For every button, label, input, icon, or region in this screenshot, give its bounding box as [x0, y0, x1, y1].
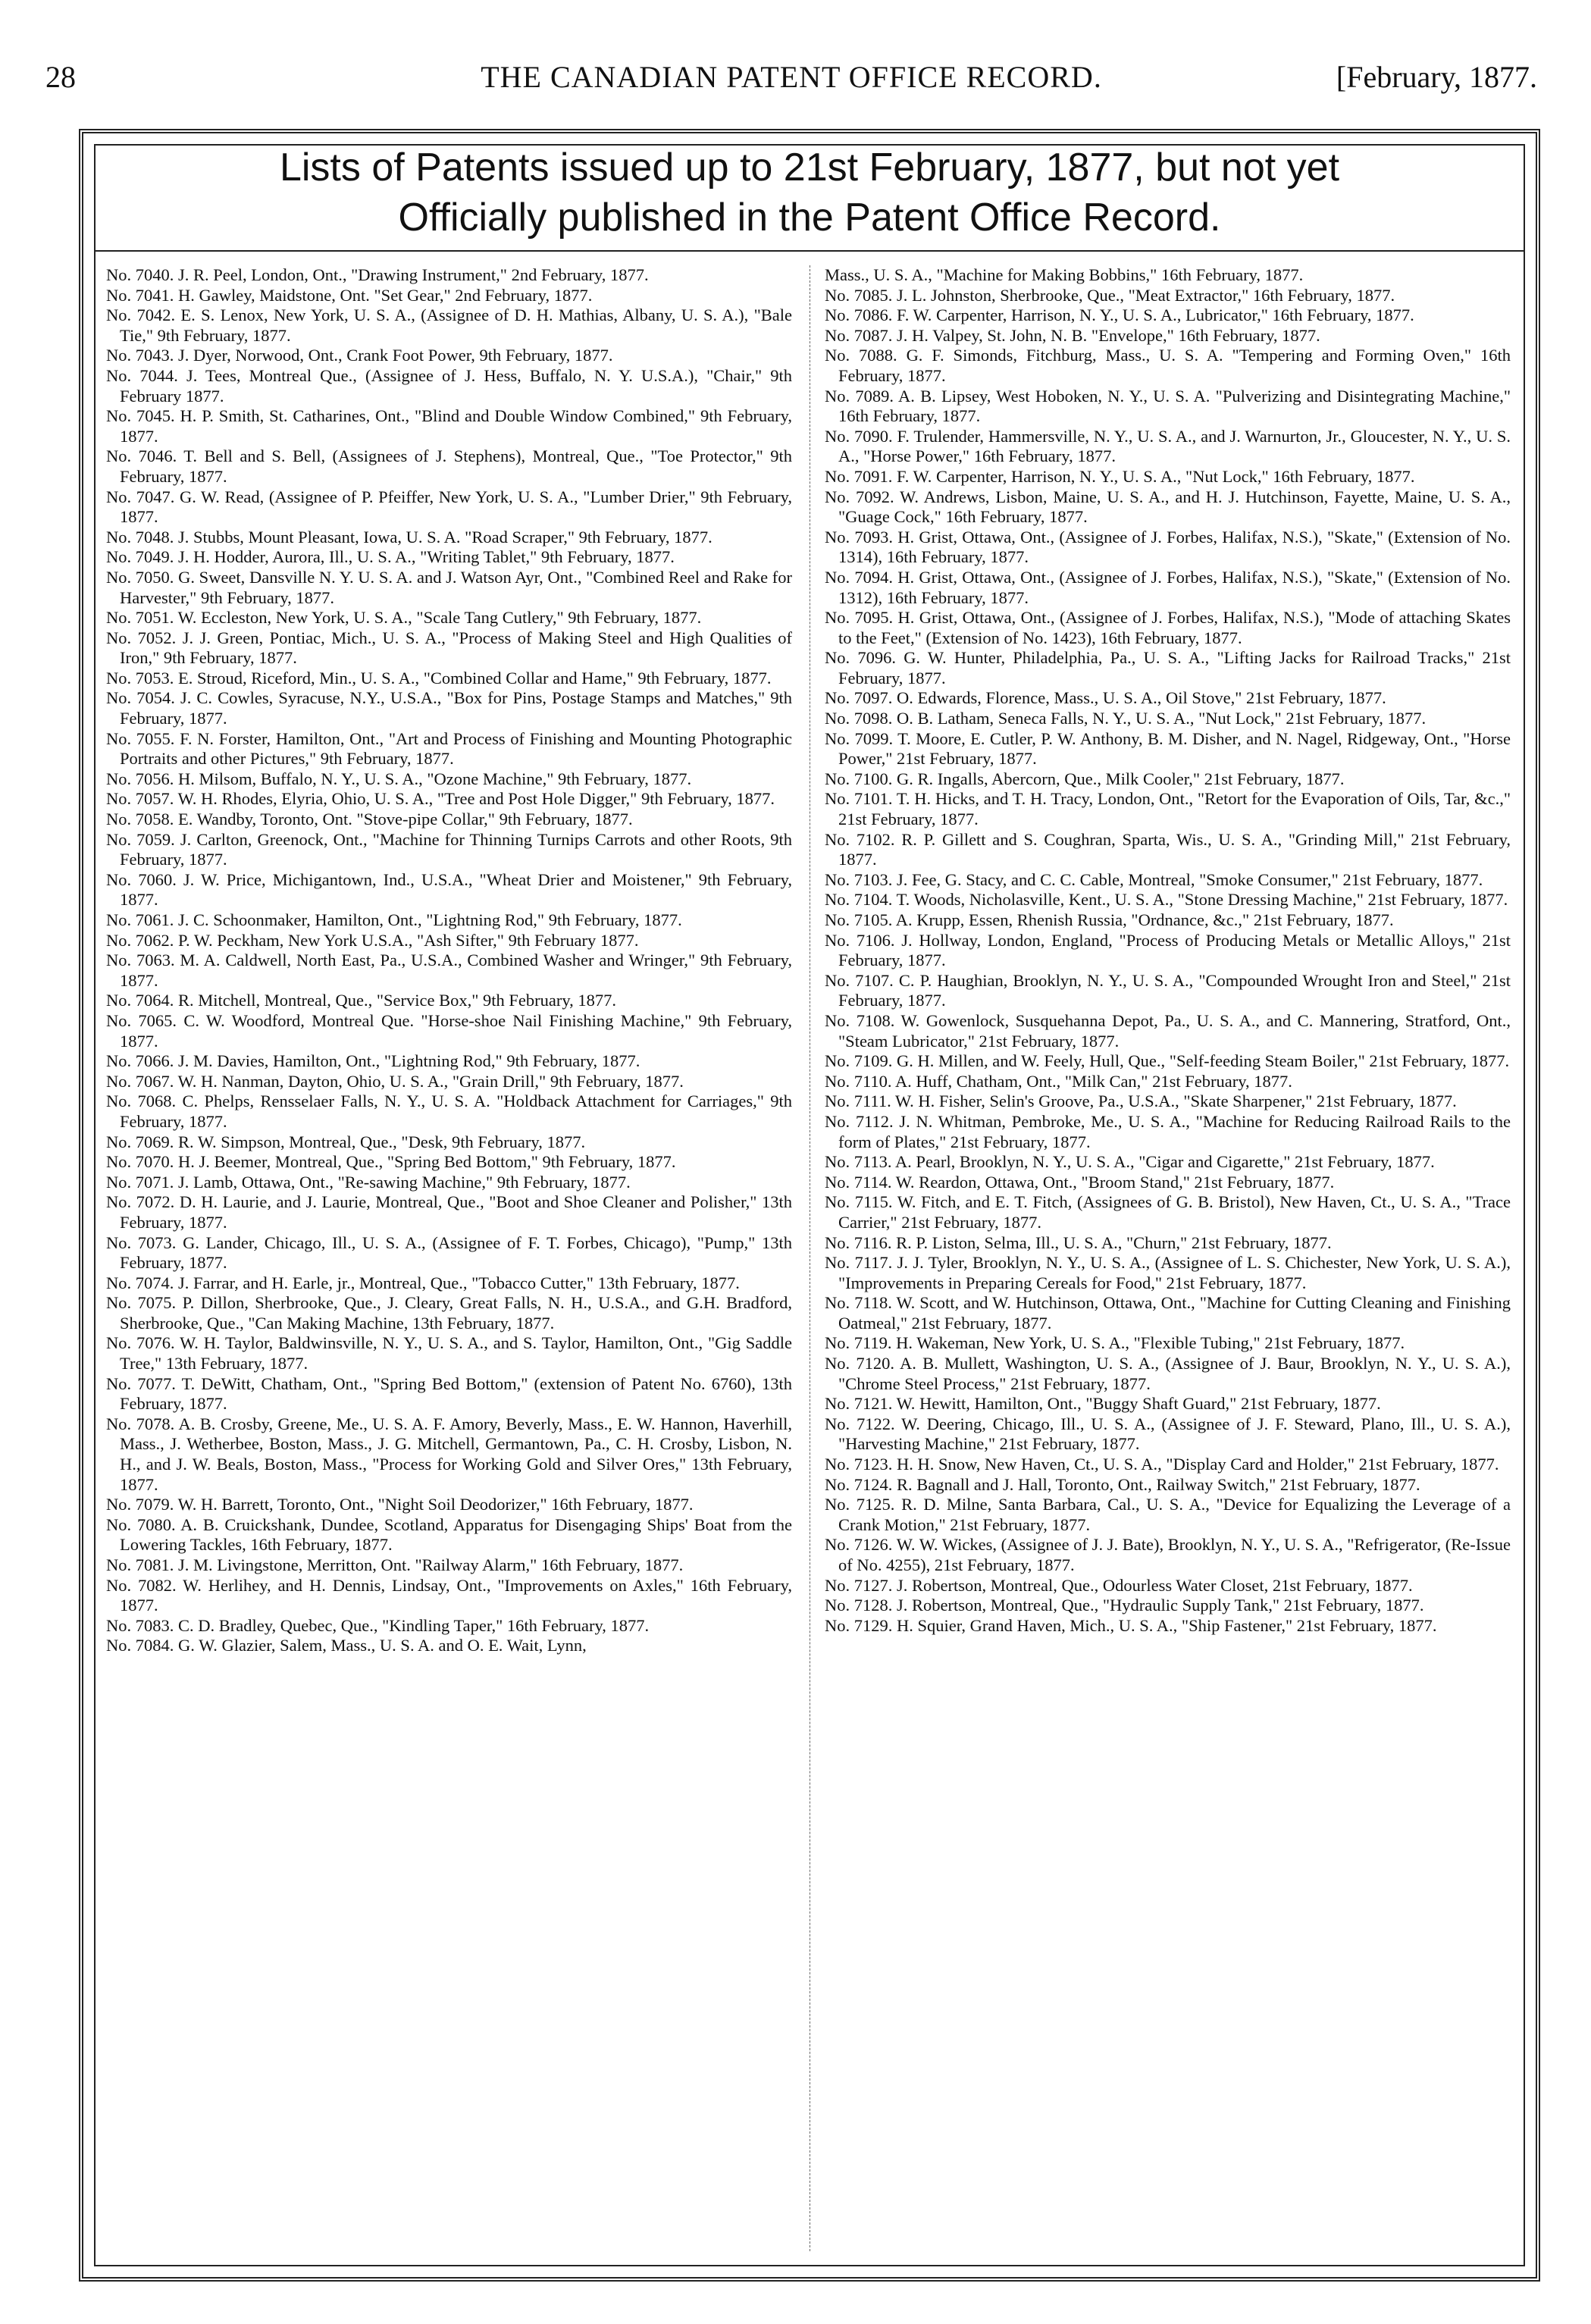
patent-entry [825, 971, 1511, 1011]
patent-description: Mass., U. S. A., "Machine for Making Bobbins," 16th February, 1877. [825, 265, 1304, 284]
page-header [45, 59, 1537, 105]
patent-entry [825, 1092, 1511, 1112]
patent-description: A. B. Lipsey, West Hoboken, N. Y., U. S. A. "Pulverizing and Disintegrating Machine," 16th February, 1877. [838, 386, 1511, 426]
patent-description: J. N. Whitman, Pembroke, Me., U. S. A., "Machine for Reducing Railroad Rails to the form of Plates," 21st February, 1877. [838, 1111, 1511, 1151]
patent-entry [106, 1616, 792, 1637]
patent-number: No. 7066. [106, 1051, 174, 1071]
patent-description: T. DeWitt, Chatham, Ont., "Spring Bed Bottom," (extension of Patent No. 6760), 13th February, 1877. [120, 1373, 792, 1414]
patent-description: W. Andrews, Lisbon, Maine, U. S. A., and H. J. Hutchinson, Fayette, Maine, U. S. A., "Guage Cock," 16th February, 1877. [838, 487, 1511, 527]
patent-entry [106, 810, 792, 830]
patent-description: H. Squier, Grand Haven, Mich., U. S. A., "Ship Fastener," 21st February, 1877. [897, 1615, 1437, 1635]
patent-number: No. 7121. [825, 1394, 893, 1414]
patent-entry [106, 1515, 792, 1555]
patent-description: R. W. Simpson, Montreal, Que., "Desk, 9th February, 1877. [178, 1132, 586, 1151]
patent-entry [825, 387, 1511, 427]
patent-number: No. 7101. [825, 789, 893, 809]
patent-entry [825, 1576, 1511, 1596]
patent-number: No. 7123. [825, 1455, 893, 1474]
patent-entry [825, 568, 1511, 608]
patent-number: No. 7095. [825, 608, 894, 628]
patent-number: No. 7062. [106, 930, 174, 950]
patent-description: W. W. Wickes, (Assignee of J. J. Bate), Brooklyn, N. Y., U. S. A., "Refrigerator, (Re-Issue of No. 4255), 21st February, 1877. [838, 1535, 1511, 1574]
patent-number: No. 7116. [825, 1232, 892, 1252]
patent-number: No. 7119. [825, 1333, 892, 1353]
patent-description: A. Huff, Chatham, Ont., "Milk Can," 21st February, 1877. [894, 1071, 1292, 1091]
patent-number: No. 7047. [106, 487, 175, 506]
patent-number: No. 7128. [825, 1596, 893, 1615]
patent-number: No. 7049. [106, 547, 174, 567]
patent-number: No. 7074. [106, 1273, 174, 1292]
patent-number: No. 7072. [106, 1192, 175, 1212]
patent-entry [825, 265, 1511, 286]
patent-description: W. H. Nanman, Dayton, Ohio, U. S. A., "Grain Drill," 9th February, 1877. [177, 1071, 684, 1091]
patent-description: G. Lander, Chicago, Ill., U. S. A., (Assignee of F. T. Forbes, Chicago), "Pump," 13th February, 1877. [120, 1232, 792, 1273]
patent-number: No. 7061. [106, 910, 174, 929]
patent-number: No. 7097. [825, 688, 893, 708]
patent-number: No. 7127. [825, 1575, 893, 1595]
patent-number: No. 7080. [106, 1514, 176, 1534]
patent-number: No. 7043. [106, 346, 174, 365]
patent-description: P. W. Peckham, New York U.S.A., "Ash Sifter," 9th February 1877. [178, 930, 639, 950]
patent-entry [106, 286, 792, 306]
patent-description: A. Pearl, Brooklyn, N. Y., U. S. A., "Cigar and Cigarette," 21st February, 1877. [894, 1152, 1435, 1172]
patent-entry [825, 326, 1511, 346]
patent-entry [825, 1011, 1511, 1051]
patent-number: No. 7085. [825, 285, 893, 305]
patent-description: O. B. Latham, Seneca Falls, N. Y., U. S. A., "Nut Lock," 21st February, 1877. [897, 709, 1427, 728]
patent-number: No. 7081. [106, 1555, 174, 1574]
patent-entry [825, 1616, 1511, 1637]
patent-description: J. M. Davies, Hamilton, Ont., "Lightning Rod," 9th February, 1877. [178, 1051, 640, 1071]
patent-entry [106, 1192, 792, 1232]
patent-number: No. 7117. [825, 1253, 893, 1273]
patent-number: No. 7104. [825, 890, 893, 910]
patent-number: No. 7118. [825, 1293, 892, 1313]
patent-number: No. 7122. [825, 1414, 895, 1433]
patent-entry [825, 1253, 1511, 1293]
patent-description: J. L. Johnston, Sherbrooke, Que., "Meat Extractor," 16th February, 1877. [897, 285, 1395, 305]
patent-description: M. A. Caldwell, North East, Pa., U.S.A., Combined Washer and Wringer," 9th February, 1877. [120, 951, 792, 990]
patent-description: J. Fee, G. Stacy, and C. C. Cable, Montreal, "Smoke Consumer," 21st February, 1877. [897, 869, 1483, 889]
patent-entry [825, 1173, 1511, 1193]
patent-entry [825, 427, 1511, 467]
patent-description: W. Deering, Chicago, Ill., U. S. A., (Assignee of J. F. Steward, Plano, Ill., U. S. A.), "Harvesting Machine," 21st February, 1877. [838, 1414, 1511, 1454]
patent-entry [106, 528, 792, 548]
patent-entry [825, 1072, 1511, 1092]
patent-number: No. 7098. [825, 709, 893, 728]
patent-number: No. 7055. [106, 728, 175, 748]
patent-number: No. 7054. [106, 688, 175, 708]
patent-description: J. Robertson, Montreal, Que., Odourless Water Closet, 21st February, 1877. [897, 1575, 1413, 1595]
patent-description: J. R. Peel, London, Ont., "Drawing Instrument," 2nd February, 1877. [178, 265, 649, 284]
patent-entry [825, 729, 1511, 769]
patent-entry [106, 910, 792, 931]
patent-number: No. 7093. [825, 527, 893, 547]
patent-number: No. 7115. [825, 1192, 893, 1212]
patent-description: R. D. Milne, Santa Barbara, Cal., U. S. A., "Device for Equalizing the Leverage of a Crank Motion," 21st February, 1877. [838, 1495, 1511, 1534]
patent-number: No. 7129. [825, 1615, 893, 1635]
patent-entry [106, 487, 792, 528]
patent-description: C. D. Bradley, Quebec, Que., "Kindling Taper," 16th February, 1877. [178, 1615, 650, 1635]
patent-number: No. 7051. [106, 608, 174, 628]
patent-entry [106, 1072, 792, 1092]
right-column [825, 265, 1511, 2251]
patent-description: R. P. Gillett and S. Coughran, Sparta, Wis., U. S. A., "Grinding Mill," 21st February, 1877. [838, 829, 1511, 869]
patent-entry [106, 1173, 792, 1193]
patent-description: W. Gowenlock, Susquehanna Depot, Pa., U. S. A., and C. Mannering, Stratford, Ont., "Steam Lubricator," 21st February, 1877. [838, 1010, 1511, 1051]
patent-entry [825, 1152, 1511, 1173]
patent-description: J. C. Schoonmaker, Hamilton, Ont., "Lightning Rod," 9th February, 1877. [178, 910, 682, 929]
patent-description: W. Eccleston, New York, U. S. A., "Scale Tang Cutlery," 9th February, 1877. [177, 608, 702, 628]
patent-description: R. P. Liston, Selma, Ill., U. S. A., "Churn," 21st February, 1877. [896, 1232, 1332, 1252]
patent-entry [825, 1394, 1511, 1414]
patent-description: H. Wakeman, New York, U. S. A., "Flexible Tubing," 21st February, 1877. [896, 1333, 1405, 1353]
patent-number: No. 7114. [825, 1172, 892, 1192]
patent-description: G. R. Ingalls, Abercorn, Que., Milk Cooler," 21st February, 1877. [897, 769, 1345, 788]
patent-number: No. 7059. [106, 829, 175, 849]
patent-entry [825, 528, 1511, 568]
patent-number: No. 7075. [106, 1293, 177, 1313]
patent-entry [825, 769, 1511, 790]
patent-number: No. 7046. [106, 446, 177, 466]
patent-number: No. 7078. [106, 1414, 175, 1433]
patent-description: W. H. Taylor, Baldwinsville, N. Y., U. S. A., and S. Taylor, Hamilton, Ont., "Gig Saddle Tree," 13th February, 1877. [120, 1333, 792, 1373]
patent-description: D. H. Laurie, and J. Laurie, Montreal, Que., "Boot and Shoe Cleaner and Polisher," 13th February, 1877. [120, 1192, 792, 1232]
patent-number: No. 7057. [106, 789, 174, 809]
patent-entry [825, 931, 1511, 971]
patent-entry [106, 547, 792, 568]
patent-entry [825, 1112, 1511, 1152]
patent-description: A. B. Crosby, Greene, Me., U. S. A. F. Amory, Beverly, Mass., E. W. Hannon, Haverhill, Mass., J. Wetherbee, Boston, Mass., J. G. Mitchell, Germantown, Pa., C. H. Crosby, Lisbon, N. H., and J. W. Beals, Boston, Mass., "Process for Working Gold and Silver Ores," 13th February, 1877. [120, 1414, 792, 1494]
patent-description: H. Grist, Ottawa, Ont., (Assignee of J. Forbes, Halifax, N.S.), "Skate," (Extension of No. 1312), 16th February, 1877. [838, 567, 1511, 607]
patent-entry [825, 830, 1511, 870]
patent-description: E. Wandby, Toronto, Ont. "Stove-pipe Collar," 9th February, 1877. [178, 810, 633, 829]
patent-number: No. 7069. [106, 1132, 174, 1151]
patent-entry [106, 1414, 792, 1495]
patent-description: F. W. Carpenter, Harrison, N. Y., U. S. A., "Nut Lock," 16th February, 1877. [897, 466, 1415, 486]
patent-description: W. Reardon, Ottawa, Ont., "Broom Stand," 21st February, 1877. [895, 1172, 1335, 1192]
patent-number: No. 7110. [825, 1071, 892, 1091]
patent-description: W. H. Rhodes, Elyria, Ohio, U. S. A., "Tree and Post Hole Digger," 9th February, 1877. [177, 789, 775, 809]
patent-number: No. 7094. [825, 567, 893, 587]
patent-entry [106, 669, 792, 689]
patent-entry [825, 1535, 1511, 1575]
patent-entry [106, 1011, 792, 1051]
patent-number: No. 7090. [825, 426, 893, 446]
patent-entry [825, 890, 1511, 910]
patent-description: J. C. Cowles, Syracuse, N.Y., U.S.A., "Box for Pins, Postage Stamps and Matches," 9th February, 1877. [120, 688, 792, 728]
patent-description: T. Bell and S. Bell, (Assignees of J. Stephens), Montreal, Que., "Toe Protector," 9th February, 1877. [120, 446, 792, 486]
patent-description: J. J. Tyler, Brooklyn, N. Y., U. S. A., (Assignee of L. S. Chichester, New York, U. S. A.), "Improvements in Preparing Cereals for Food," 21st February, 1877. [838, 1253, 1511, 1292]
patent-number: No. 7050. [106, 567, 174, 587]
patent-description: F. N. Forster, Hamilton, Ont., "Art and Process of Finishing and Mounting Photographic Portraits and other Pictures," 9th February, 1877. [120, 728, 792, 769]
patent-number: No. 7092. [825, 487, 894, 506]
patent-number: No. 7058. [106, 810, 174, 829]
patent-description: R. Bagnall and J. Hall, Toronto, Ont., Railway Switch," 21st February, 1877. [897, 1474, 1420, 1494]
patent-entry [825, 648, 1511, 688]
patent-entry [106, 931, 792, 951]
patent-number: No. 7056. [106, 769, 174, 788]
patent-description: P. Dillon, Sherbrooke, Que., J. Cleary, Great Falls, N. H., U.S.A., and G.H. Bradford, Sherbrooke, Que., "Can Making Machine, 13th February, 1877. [120, 1293, 792, 1333]
patent-description: J. W. Price, Michigantown, Ind., U.S.A., "Wheat Drier and Moistener," 9th February, 1877. [120, 869, 792, 910]
patent-entry [825, 487, 1511, 528]
patent-entry [106, 568, 792, 608]
patent-description: H. Milsom, Buffalo, N. Y., U. S. A., "Ozone Machine," 9th February, 1877. [178, 769, 692, 788]
patent-entry [106, 305, 792, 346]
patent-entry [106, 830, 792, 870]
patent-description: G. F. Simonds, Fitchburg, Mass., U. S. A. "Tempering and Forming Oven," 16th February, 1877. [838, 346, 1511, 385]
patent-description: H. H. Snow, New Haven, Ct., U. S. A., "Display Card and Holder," 21st February, 1877. [897, 1455, 1499, 1474]
page-title-line-2: Officially published in the Patent Office Record. [398, 196, 1221, 240]
patent-number: No. 7106. [825, 930, 895, 950]
patent-description: J. J. Green, Pontiac, Mich., U. S. A., "Process of Making Steel and High Qualities of Iron," 9th February, 1877. [120, 628, 792, 668]
patent-number: No. 7041. [106, 285, 174, 305]
patent-description: J. Dyer, Norwood, Ont., Crank Foot Power, 9th February, 1877. [178, 346, 613, 365]
patent-entry [106, 366, 792, 406]
publication-title: THE CANADIAN PATENT OFFICE RECORD. [481, 60, 1102, 94]
patent-entry [106, 1273, 792, 1294]
patent-number: No. 7073. [106, 1232, 177, 1252]
patent-number: No. 7087. [825, 325, 893, 345]
patent-entry [106, 628, 792, 669]
patent-description: A. B. Cruickshank, Dundee, Scotland, Apparatus for Disengaging Ships' Boat from the Lowering Tackles, 16th February, 1877. [120, 1514, 792, 1555]
patent-number: No. 7065. [106, 1010, 177, 1030]
patent-number: No. 7040. [106, 265, 174, 284]
patent-description: T. H. Hicks, and T. H. Tracy, London, Ont., "Retort for the Evaporation of Oils, Tar, &c.," 21st February, 1877. [838, 789, 1511, 829]
patent-number: No. 7124. [825, 1474, 893, 1494]
patent-description: J. Robertson, Montreal, Que., "Hydraulic Supply Tank," 21st February, 1877. [897, 1596, 1424, 1615]
patent-entry [825, 286, 1511, 306]
patent-number: No. 7100. [825, 769, 893, 788]
patent-number: No. 7107. [825, 970, 894, 990]
patent-entry [106, 1233, 792, 1273]
patent-number: No. 7120. [825, 1354, 894, 1373]
patent-entry [106, 1293, 792, 1333]
patent-entry [825, 1414, 1511, 1455]
patent-description: H. J. Beemer, Montreal, Que., "Spring Bed Bottom," 9th February, 1877. [178, 1152, 676, 1172]
left-column [106, 265, 792, 2251]
patent-number: No. 7083. [106, 1615, 174, 1635]
patent-description: H. Grist, Ottawa, Ont., (Assignee of J. Forbes, Halifax, N.S.), "Mode of attaching Skates to the Feet," (Extension of No. 1423), 16th February, 1877. [838, 608, 1511, 647]
patent-description: G. Sweet, Dansville N. Y. U. S. A. and J. Watson Ayr, Ont., "Combined Reel and Rake for Harvester," 9th February, 1877. [120, 567, 792, 607]
patent-entry [106, 1092, 792, 1132]
patent-description: R. Mitchell, Montreal, Que., "Service Box," 9th February, 1877. [178, 991, 617, 1010]
patent-description: C. Phelps, Rensselaer Falls, N. Y., U. S. A. "Holdback Attachment for Carriages," 9th February, 1877. [120, 1092, 792, 1131]
patent-entry [825, 1192, 1511, 1232]
patent-entry [825, 1455, 1511, 1475]
patent-description: T. Moore, E. Cutler, P. W. Anthony, B. M. Disher, and N. Nagel, Ridgeway, Ont., "Horse Power," 21st February, 1877. [838, 728, 1511, 769]
patent-number: No. 7088. [825, 346, 897, 365]
patent-number: No. 7082. [106, 1575, 177, 1595]
patent-number: No. 7071. [106, 1172, 174, 1192]
patent-entry [825, 346, 1511, 386]
patent-entry [106, 406, 792, 446]
patent-description: A. B. Mullett, Washington, U. S. A., (Assignee of J. Baur, Brooklyn, N. Y., U. S. A.), "Chrome Steel Process," 21st February, 1877. [838, 1354, 1511, 1393]
patent-number: No. 7096. [825, 648, 896, 668]
patent-entry [106, 1576, 792, 1616]
patent-entry [106, 688, 792, 728]
patent-entry [106, 446, 792, 487]
patent-entry [106, 1051, 792, 1072]
patent-description: G. W. Hunter, Philadelphia, Pa., U. S. A., "Lifting Jacks for Railroad Tracks," 21st February, 1877. [838, 648, 1511, 687]
patent-number: No. 7099. [825, 728, 894, 748]
patent-description: H. Gawley, Maidstone, Ont. "Set Gear," 2nd February, 1877. [178, 285, 593, 305]
patent-number: No. 7042. [106, 305, 176, 325]
patent-description: G. W. Glazier, Salem, Mass., U. S. A. and O. E. Wait, Lynn, [178, 1636, 587, 1655]
patent-description: W. H. Barrett, Toronto, Ont., "Night Soil Deodorizer," 16th February, 1877. [177, 1495, 694, 1514]
patent-number: No. 7086. [825, 305, 893, 325]
patent-entry [106, 1132, 792, 1153]
patent-number: No. 7102. [825, 829, 895, 849]
patent-description: T. Woods, Nicholasville, Kent., U. S. A., "Stone Dressing Machine," 21st February, 1877. [896, 890, 1508, 910]
patent-entry [825, 870, 1511, 891]
patent-number: No. 7060. [106, 869, 177, 889]
patent-entry [825, 1333, 1511, 1354]
patent-entry [106, 1555, 792, 1576]
patent-entry [825, 1354, 1511, 1394]
patent-number: No. 7105. [825, 910, 893, 929]
patent-entry [825, 688, 1511, 709]
patent-number: No. 7064. [106, 991, 174, 1010]
patent-number: No. 7111. [825, 1092, 891, 1111]
patent-number: No. 7113. [825, 1152, 892, 1172]
issue-date: [February, 1877. [1336, 60, 1537, 94]
patent-number: No. 7084. [106, 1636, 174, 1655]
patent-entry [825, 608, 1511, 648]
patent-number: No. 7063. [106, 951, 175, 970]
patent-description: J. Stubbs, Mount Pleasant, Iowa, U. S. A. "Road Scraper," 9th February, 1877. [178, 527, 713, 547]
page-title-line-1: Lists of Patents issued up to 21st February, 1877, but not yet [279, 146, 1340, 189]
patent-description: C. P. Haughian, Brooklyn, N. Y., U. S. A., "Compounded Wrought Iron and Steel," 21st February, 1877. [838, 970, 1511, 1010]
patent-number: No. 7109. [825, 1051, 893, 1071]
patent-description: A. Krupp, Essen, Rhenish Russia, "Ordnance, &c.," 21st February, 1877. [895, 910, 1394, 929]
patent-description: E. S. Lenox, New York, U. S. A., (Assignee of D. H. Mathias, Albany, U. S. A.), "Bale Tie," 9th February, 1877. [120, 305, 792, 345]
patent-entry [825, 1596, 1511, 1616]
patent-description: W. Hewitt, Hamilton, Ont., "Buggy Shaft Guard," 21st February, 1877. [896, 1394, 1381, 1414]
patent-number: No. 7070. [106, 1152, 174, 1172]
patent-number: No. 7053. [106, 668, 174, 687]
patent-number: No. 7045. [106, 406, 175, 426]
patent-entry [825, 1495, 1511, 1535]
patent-number: No. 7077. [106, 1373, 176, 1393]
patent-entry [825, 910, 1511, 931]
patent-number: No. 7103. [825, 869, 893, 889]
patent-entry [825, 1475, 1511, 1496]
patent-description: J. Lamb, Ottawa, Ont., "Re-sawing Machine," 9th February, 1877. [178, 1172, 631, 1192]
patent-description: F. Trulender, Hammersville, N. Y., U. S. A., and J. Warnurton, Jr., Gloucester, N. Y., U. S. A., "Horse Power," 16th February, 1877. [838, 426, 1511, 466]
patent-description: J. Hollway, London, England, "Process of Producing Metals or Metallic Alloys," 21st February, 1877. [838, 930, 1511, 970]
patent-description: W. Scott, and W. Hutchinson, Ottawa, Ont., "Machine for Cutting Cleaning and Finishing Oatmeal," 21st February, 1877. [838, 1293, 1511, 1333]
patent-entry [106, 1333, 792, 1373]
patent-description: J. M. Livingstone, Merritton, Ont. "Railway Alarm," 16th February, 1877. [178, 1555, 684, 1574]
patent-number: No. 7048. [106, 527, 174, 547]
patent-description: W. H. Fisher, Selin's Groove, Pa., U.S.A., "Skate Sharpener," 21st February, 1877. [894, 1092, 1457, 1111]
patent-entry [106, 265, 792, 286]
title-rule [96, 250, 1524, 252]
patent-entry [825, 1293, 1511, 1333]
patent-entry [825, 1051, 1511, 1072]
patent-description: F. W. Carpenter, Harrison, N. Y., U. S. A., Lubricator," 16th February, 1877. [897, 305, 1414, 325]
patent-description: G. W. Read, (Assignee of P. Pfeiffer, New York, U. S. A., "Lumber Drier," 9th February, 1877. [120, 487, 792, 527]
patent-number: No. 7126. [825, 1535, 893, 1555]
patent-entry [106, 951, 792, 991]
patent-entry [825, 709, 1511, 729]
patent-description: H. Grist, Ottawa, Ont., (Assignee of J. Forbes, Halifax, N.S.), "Skate," (Extension of No. 1314), 16th February, 1877. [838, 527, 1511, 567]
patent-number: No. 7125. [825, 1495, 895, 1514]
patent-entry [106, 991, 792, 1011]
patent-entry [825, 789, 1511, 829]
patent-entry [825, 467, 1511, 487]
patent-number: No. 7112. [825, 1111, 894, 1131]
patent-number: No. 7044. [106, 365, 178, 385]
patent-description: J. Carlton, Greenock, Ont., "Machine for Thinning Turnips Carrots and other Roots, 9th February, 1877. [120, 829, 792, 869]
patent-description: J. Tees, Montreal Que., (Assignee of J. Hess, Buffalo, N. Y. U.S.A.), "Chair," 9th February 1877. [120, 365, 792, 406]
patent-entry [825, 305, 1511, 326]
patent-entry [106, 870, 792, 910]
patent-number: No. 7068. [106, 1092, 177, 1111]
patent-entry [106, 346, 792, 366]
patent-number: No. 7108. [825, 1010, 895, 1030]
patent-description: G. H. Millen, and W. Feely, Hull, Que., "Self-feeding Steam Boiler," 21st February, 1877. [897, 1051, 1510, 1071]
patent-entry [106, 1636, 792, 1656]
page-title [96, 143, 1524, 243]
patent-number: No. 7052. [106, 628, 177, 647]
page-number: 28 [45, 60, 76, 94]
patent-entry [106, 789, 792, 810]
patent-description: E. Stroud, Riceford, Min., U. S. A., "Combined Collar and Hame," 9th February, 1877. [178, 668, 772, 687]
patent-description: J. H. Valpey, St. John, N. B. "Envelope," 16th February, 1877. [897, 325, 1320, 345]
patent-entry [825, 1233, 1511, 1254]
patent-entry [106, 1495, 792, 1515]
patent-entry [106, 608, 792, 628]
patent-description: J. H. Hodder, Aurora, Ill., U. S. A., "Writing Tablet," 9th February, 1877. [178, 547, 675, 567]
patent-description: O. Edwards, Florence, Mass., U. S. A., Oil Stove," 21st February, 1877. [897, 688, 1386, 708]
patent-entry [106, 1374, 792, 1414]
patent-entry [106, 1152, 792, 1173]
patent-entry [106, 769, 792, 790]
patent-entry [106, 729, 792, 769]
patent-description: W. Fitch, and E. T. Fitch, (Assignees of G. B. Bristol), New Haven, Ct., U. S. A., "Trace Carrier," 21st February, 1877. [838, 1192, 1511, 1232]
patent-number: No. 7089. [825, 386, 894, 406]
patent-number: No. 7091. [825, 466, 893, 486]
patent-description: W. Herlihey, and H. Dennis, Lindsay, Ont., "Improvements on Axles," 16th February, 1877. [120, 1575, 792, 1615]
patent-number: No. 7079. [106, 1495, 174, 1514]
patent-number: No. 7076. [106, 1333, 175, 1353]
patent-number: No. 7067. [106, 1071, 174, 1091]
patent-description: C. W. Woodford, Montreal Que. "Horse-shoe Nail Finishing Machine," 9th February, 1877. [120, 1010, 792, 1051]
patent-description: H. P. Smith, St. Catharines, Ont., "Blind and Double Window Combined," 9th February, 1877. [120, 406, 792, 446]
patent-description: J. Farrar, and H. Earle, jr., Montreal, Que., "Tobacco Cutter," 13th February, 1877. [178, 1273, 740, 1292]
